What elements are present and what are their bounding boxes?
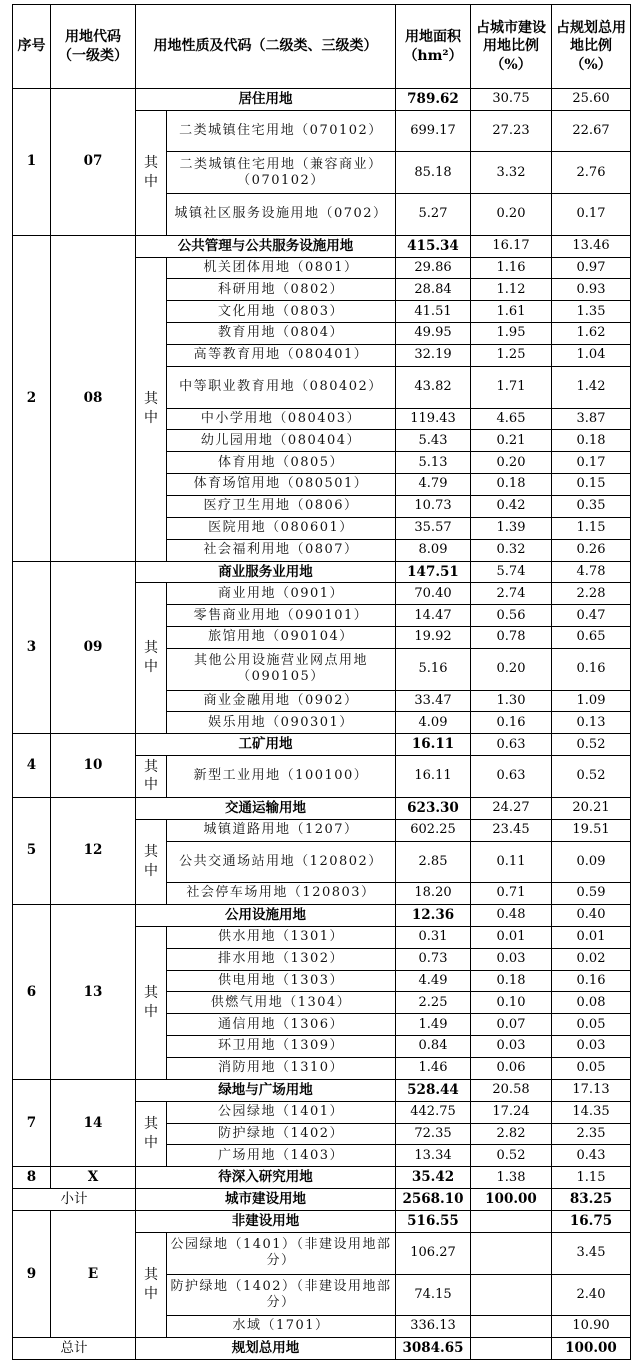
subtotal-ratio-city: 100.00 (471, 1189, 552, 1211)
subcategory-ratio-total: 2.28 (552, 583, 631, 605)
subcategory-name: 医院用地（080601） (167, 517, 396, 539)
subcategory-ratio-total: 0.01 (552, 926, 631, 948)
subcategory-area: 1.49 (396, 1014, 471, 1036)
subcategory-name: 消防用地（1310） (167, 1058, 396, 1080)
qizhong-label: 其 中 (136, 756, 167, 798)
subcategory-ratio-total: 2.76 (552, 152, 631, 194)
row-code: 12 (51, 797, 136, 904)
subcategory-ratio-city: 0.20 (471, 648, 552, 690)
subcategory-ratio-city: 1.95 (471, 323, 552, 345)
category-area: 16.11 (396, 734, 471, 756)
qizhong-label: 其 中 (136, 583, 167, 734)
subcategory-ratio-city: 0.42 (471, 495, 552, 517)
subcategory-ratio-city: 4.65 (471, 408, 552, 430)
header-code: 用地代码（一级类） (51, 5, 136, 89)
subcategory-area: 5.27 (396, 194, 471, 236)
subcategory-ratio-total: 0.35 (552, 495, 631, 517)
subcategory-ratio-total: 0.03 (552, 1036, 631, 1058)
category-row (13, 905, 631, 927)
subcategory-area: 602.25 (396, 819, 471, 841)
subcategory-area: 699.17 (396, 110, 471, 152)
category-row (13, 1167, 631, 1189)
subcategory-ratio-city: 0.20 (471, 452, 552, 474)
subcategory-name: 商业用地（0901） (167, 583, 396, 605)
subcategory-area: 18.20 (396, 883, 471, 905)
category-ratio-city (471, 1211, 552, 1233)
category-area: 147.51 (396, 561, 471, 583)
subcategory-ratio-city: 3.32 (471, 152, 552, 194)
subcategory-name: 供电用地（1303） (167, 970, 396, 992)
subcategory-name: 供燃气用地（1304） (167, 992, 396, 1014)
subcategory-ratio-total: 1.35 (552, 301, 631, 323)
subcategory-area: 29.86 (396, 257, 471, 279)
subcategory-ratio-city: 1.30 (471, 690, 552, 712)
subcategory-area: 5.43 (396, 430, 471, 452)
subcategory-ratio-total: 0.16 (552, 648, 631, 690)
qizhong-label: 其 中 (136, 926, 167, 1079)
subcategory-area: 13.34 (396, 1145, 471, 1167)
category-area: 623.30 (396, 797, 471, 819)
subcategory-ratio-city: 0.01 (471, 926, 552, 948)
subcategory-name: 高等教育用地（080401） (167, 345, 396, 367)
subcategory-ratio-total: 0.59 (552, 883, 631, 905)
subcategory-name: 城镇道路用地（1207） (167, 819, 396, 841)
subcategory-area: 0.31 (396, 926, 471, 948)
subcategory-name: 公园绿地（1401） (167, 1101, 396, 1123)
row-code: 13 (51, 905, 136, 1080)
subcategory-ratio-city (471, 1232, 552, 1274)
subcategory-name: 公园绿地（1401）（非建设用地部分） (167, 1232, 396, 1274)
subcategory-ratio-total: 0.05 (552, 1058, 631, 1080)
subcategory-name: 其他公用设施营业网点用地（090105） (167, 648, 396, 690)
subcategory-area: 43.82 (396, 366, 471, 408)
qizhong-label: 其 中 (136, 1101, 167, 1167)
subcategory-name: 商业金融用地（0902） (167, 690, 396, 712)
row-code: X (51, 1167, 136, 1189)
subcategory-name: 城镇社区服务设施用地（0702） (167, 194, 396, 236)
subcategory-area: 85.18 (396, 152, 471, 194)
subcategory-ratio-city: 0.21 (471, 430, 552, 452)
category-row (13, 1211, 631, 1233)
subcategory-area: 5.16 (396, 648, 471, 690)
category-ratio-total: 25.60 (552, 89, 631, 111)
subcategory-ratio-total: 0.18 (552, 430, 631, 452)
category-row (13, 797, 631, 819)
subcategory-ratio-city: 0.16 (471, 712, 552, 734)
qizhong-label: 其 中 (136, 110, 167, 235)
row-code: 08 (51, 235, 136, 561)
subcategory-name: 零售商业用地（090101） (167, 605, 396, 627)
subcategory-ratio-total: 1.42 (552, 366, 631, 408)
category-ratio-city: 20.58 (471, 1079, 552, 1101)
subcategory-ratio-total: 3.87 (552, 408, 631, 430)
subcategory-area: 19.92 (396, 627, 471, 649)
subcategory-ratio-total: 3.45 (552, 1232, 631, 1274)
subcategory-area: 336.13 (396, 1316, 471, 1338)
subcategory-name: 社会停车场用地（120803） (167, 883, 396, 905)
subcategory-name: 教育用地（0804） (167, 323, 396, 345)
qizhong-label: 其 中 (136, 1232, 167, 1337)
subcategory-name: 防护绿地（1402） (167, 1123, 396, 1145)
category-ratio-total: 16.75 (552, 1211, 631, 1233)
land-use-table (12, 4, 631, 1360)
total-name: 规划总用地 (136, 1338, 396, 1360)
subtotal-row (13, 1189, 631, 1211)
subtotal-name: 城市建设用地 (136, 1189, 396, 1211)
subcategory-ratio-city: 1.16 (471, 257, 552, 279)
row-code: 07 (51, 89, 136, 236)
total-row (13, 1338, 631, 1360)
subcategory-ratio-total: 1.04 (552, 345, 631, 367)
category-ratio-city: 30.75 (471, 89, 552, 111)
category-area: 12.36 (396, 905, 471, 927)
subcategory-area: 2.85 (396, 841, 471, 883)
subcategory-name: 机关团体用地（0801） (167, 257, 396, 279)
subcategory-ratio-total: 0.47 (552, 605, 631, 627)
subcategory-ratio-total: 1.15 (552, 517, 631, 539)
subcategory-ratio-total: 0.17 (552, 452, 631, 474)
subcategory-ratio-city: 1.25 (471, 345, 552, 367)
subcategory-name: 防护绿地（1402）（非建设用地部分） (167, 1274, 396, 1316)
subcategory-ratio-city: 0.71 (471, 883, 552, 905)
subcategory-ratio-total: 0.26 (552, 539, 631, 561)
subcategory-area: 72.35 (396, 1123, 471, 1145)
qizhong-label: 其 中 (136, 819, 167, 904)
subcategory-ratio-total: 0.08 (552, 992, 631, 1014)
subcategory-ratio-city: 1.71 (471, 366, 552, 408)
subcategory-name: 通信用地（1306） (167, 1014, 396, 1036)
category-name: 待深入研究用地 (136, 1167, 396, 1189)
category-ratio-city: 24.27 (471, 797, 552, 819)
subcategory-name: 文化用地（0803） (167, 301, 396, 323)
subcategory-name: 广场用地（1403） (167, 1145, 396, 1167)
subcategory-area: 8.09 (396, 539, 471, 561)
category-name: 工矿用地 (136, 734, 396, 756)
subcategory-ratio-city: 27.23 (471, 110, 552, 152)
category-row (13, 734, 631, 756)
subcategory-ratio-total: 0.97 (552, 257, 631, 279)
subcategory-ratio-city: 0.78 (471, 627, 552, 649)
category-ratio-city: 5.74 (471, 561, 552, 583)
category-area: 516.55 (396, 1211, 471, 1233)
subcategory-ratio-total: 0.17 (552, 194, 631, 236)
category-ratio-total: 4.78 (552, 561, 631, 583)
subcategory-ratio-city: 0.03 (471, 1036, 552, 1058)
subcategory-ratio-city: 2.82 (471, 1123, 552, 1145)
subcategory-name: 社会福利用地（0807） (167, 539, 396, 561)
category-name: 公共管理与公共服务设施用地 (136, 235, 396, 257)
subtotal-ratio-total: 83.25 (552, 1189, 631, 1211)
category-row (13, 1079, 631, 1101)
category-ratio-total: 1.15 (552, 1167, 631, 1189)
row-seq: 3 (13, 561, 51, 734)
subcategory-area: 49.95 (396, 323, 471, 345)
header-nature: 用地性质及代码（二级类、三级类） (136, 5, 396, 89)
subcategory-ratio-total: 2.35 (552, 1123, 631, 1145)
subcategory-area: 74.15 (396, 1274, 471, 1316)
subcategory-name: 二类城镇住宅用地（兼容商业）（070102） (167, 152, 396, 194)
total-area: 3084.65 (396, 1338, 471, 1360)
subcategory-area: 10.73 (396, 495, 471, 517)
category-area: 528.44 (396, 1079, 471, 1101)
subcategory-area: 1.46 (396, 1058, 471, 1080)
subcategory-ratio-city: 0.32 (471, 539, 552, 561)
subtotal-label: 小计 (13, 1189, 136, 1211)
subcategory-name: 排水用地（1302） (167, 948, 396, 970)
subcategory-ratio-total: 0.05 (552, 1014, 631, 1036)
subcategory-ratio-city: 0.11 (471, 841, 552, 883)
row-seq: 2 (13, 235, 51, 561)
subcategory-ratio-total: 1.62 (552, 323, 631, 345)
header-seq: 序号 (13, 5, 51, 89)
subcategory-name: 旅馆用地（090104） (167, 627, 396, 649)
subcategory-area: 41.51 (396, 301, 471, 323)
subcategory-ratio-total: 0.09 (552, 841, 631, 883)
category-ratio-city: 0.48 (471, 905, 552, 927)
subcategory-ratio-city: 1.61 (471, 301, 552, 323)
subcategory-ratio-total: 0.43 (552, 1145, 631, 1167)
category-name: 交通运输用地 (136, 797, 396, 819)
category-ratio-total: 0.40 (552, 905, 631, 927)
subcategory-area: 4.09 (396, 712, 471, 734)
category-ratio-city: 1.38 (471, 1167, 552, 1189)
subcategory-ratio-city (471, 1274, 552, 1316)
category-ratio-total: 0.52 (552, 734, 631, 756)
subcategory-name: 二类城镇住宅用地（070102） (167, 110, 396, 152)
subcategory-ratio-city: 0.07 (471, 1014, 552, 1036)
row-code: 14 (51, 1079, 136, 1166)
category-name: 绿地与广场用地 (136, 1079, 396, 1101)
category-ratio-city: 16.17 (471, 235, 552, 257)
subcategory-ratio-city: 0.10 (471, 992, 552, 1014)
subcategory-ratio-city: 17.24 (471, 1101, 552, 1123)
subcategory-ratio-total: 1.09 (552, 690, 631, 712)
subcategory-ratio-total: 19.51 (552, 819, 631, 841)
total-label: 总计 (13, 1338, 136, 1360)
subcategory-ratio-city: 2.74 (471, 583, 552, 605)
subcategory-ratio-city: 0.63 (471, 756, 552, 798)
subcategory-ratio-total: 10.90 (552, 1316, 631, 1338)
subcategory-area: 442.75 (396, 1101, 471, 1123)
subcategory-ratio-city: 23.45 (471, 819, 552, 841)
subcategory-ratio-total: 22.67 (552, 110, 631, 152)
subcategory-area: 28.84 (396, 279, 471, 301)
subcategory-name: 新型工业用地（100100） (167, 756, 396, 798)
category-name: 居住用地 (136, 89, 396, 111)
subcategory-area: 0.84 (396, 1036, 471, 1058)
subcategory-area: 14.47 (396, 605, 471, 627)
category-ratio-city: 0.63 (471, 734, 552, 756)
subcategory-area: 2.25 (396, 992, 471, 1014)
category-name: 商业服务业用地 (136, 561, 396, 583)
subcategory-area: 16.11 (396, 756, 471, 798)
row-seq: 5 (13, 797, 51, 904)
subcategory-area: 106.27 (396, 1232, 471, 1274)
category-area: 415.34 (396, 235, 471, 257)
subcategory-name: 中小学用地（080403） (167, 408, 396, 430)
subcategory-name: 体育场馆用地（080501） (167, 474, 396, 496)
subcategory-ratio-total: 0.15 (552, 474, 631, 496)
row-code: E (51, 1211, 136, 1338)
subcategory-area: 35.57 (396, 517, 471, 539)
subcategory-area: 32.19 (396, 345, 471, 367)
subcategory-ratio-city: 0.03 (471, 948, 552, 970)
subcategory-name: 供水用地（1301） (167, 926, 396, 948)
subcategory-name: 中等职业教育用地（080402） (167, 366, 396, 408)
subcategory-area: 4.49 (396, 970, 471, 992)
subcategory-ratio-city: 0.56 (471, 605, 552, 627)
subcategory-ratio-city: 1.12 (471, 279, 552, 301)
subcategory-name: 幼儿园用地（080404） (167, 430, 396, 452)
row-seq: 4 (13, 734, 51, 797)
row-code: 09 (51, 561, 136, 734)
header-row (13, 5, 631, 89)
category-row (13, 235, 631, 257)
subcategory-area: 0.73 (396, 948, 471, 970)
qizhong-label: 其 中 (136, 257, 167, 561)
subcategory-name: 环卫用地（1309） (167, 1036, 396, 1058)
subcategory-area: 119.43 (396, 408, 471, 430)
subcategory-name: 娱乐用地（090301） (167, 712, 396, 734)
subcategory-area: 5.13 (396, 452, 471, 474)
subcategory-ratio-total: 0.02 (552, 948, 631, 970)
category-ratio-total: 20.21 (552, 797, 631, 819)
total-ratio-total: 100.00 (552, 1338, 631, 1360)
subcategory-ratio-total: 14.35 (552, 1101, 631, 1123)
subcategory-ratio-total: 0.93 (552, 279, 631, 301)
row-seq: 1 (13, 89, 51, 236)
subcategory-ratio-total: 0.65 (552, 627, 631, 649)
header-ratio-city: 占城市建设用地比例（%） (471, 5, 552, 89)
subcategory-area: 4.79 (396, 474, 471, 496)
row-seq: 8 (13, 1167, 51, 1189)
header-ratio-total: 占规划总用地比例（%） (552, 5, 631, 89)
subcategory-name: 科研用地（0802） (167, 279, 396, 301)
subcategory-ratio-city: 0.06 (471, 1058, 552, 1080)
subcategory-area: 33.47 (396, 690, 471, 712)
category-row (13, 561, 631, 583)
subcategory-ratio-total: 0.52 (552, 756, 631, 798)
subcategory-name: 水域（1701） (167, 1316, 396, 1338)
row-code: 10 (51, 734, 136, 797)
subcategory-ratio-city: 0.20 (471, 194, 552, 236)
row-seq: 6 (13, 905, 51, 1080)
category-row (13, 89, 631, 111)
subcategory-ratio-city: 0.52 (471, 1145, 552, 1167)
subcategory-ratio-city (471, 1316, 552, 1338)
row-seq: 7 (13, 1079, 51, 1166)
subcategory-ratio-city: 0.18 (471, 970, 552, 992)
header-area: 用地面积（hm²） (396, 5, 471, 89)
category-name: 非建设用地 (136, 1211, 396, 1233)
row-seq: 9 (13, 1211, 51, 1338)
subcategory-name: 医疗卫生用地（0806） (167, 495, 396, 517)
subcategory-ratio-total: 0.13 (552, 712, 631, 734)
total-ratio-city (471, 1338, 552, 1360)
subcategory-area: 70.40 (396, 583, 471, 605)
category-area: 35.42 (396, 1167, 471, 1189)
subtotal-area: 2568.10 (396, 1189, 471, 1211)
subcategory-ratio-city: 0.18 (471, 474, 552, 496)
subcategory-name: 体育用地（0805） (167, 452, 396, 474)
subcategory-ratio-total: 2.40 (552, 1274, 631, 1316)
category-name: 公用设施用地 (136, 905, 396, 927)
subcategory-name: 公共交通场站用地（120802） (167, 841, 396, 883)
subcategory-ratio-city: 1.39 (471, 517, 552, 539)
subcategory-ratio-total: 0.16 (552, 970, 631, 992)
category-ratio-total: 17.13 (552, 1079, 631, 1101)
category-ratio-total: 13.46 (552, 235, 631, 257)
category-area: 789.62 (396, 89, 471, 111)
